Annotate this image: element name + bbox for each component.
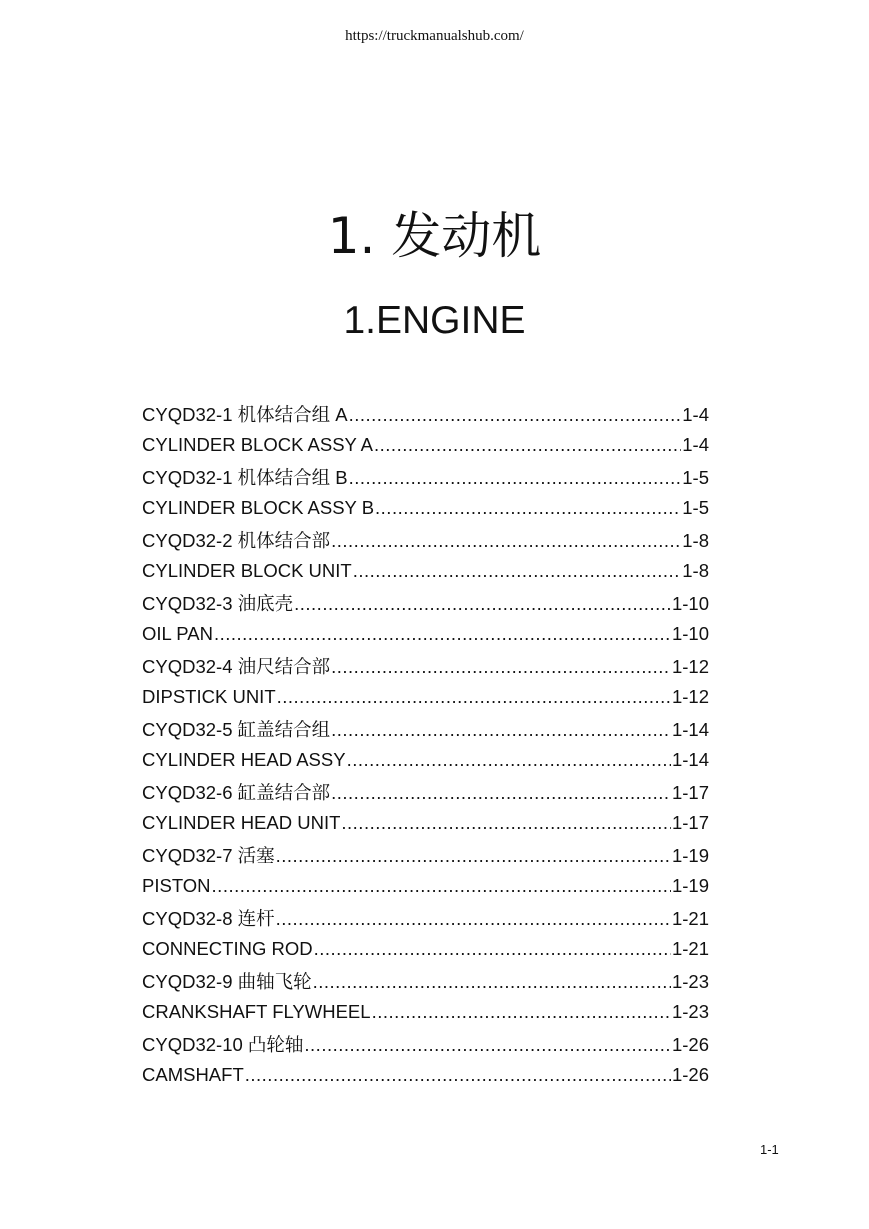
toc-entry-label: CONNECTING ROD bbox=[142, 938, 313, 959]
toc-entry[interactable] bbox=[142, 715, 709, 745]
table-of-contents bbox=[142, 400, 709, 1093]
toc-entry-label: CYQD32-8 连杆 bbox=[142, 908, 275, 929]
chapter-title-chinese: 1. 发动机 bbox=[327, 207, 542, 265]
toc-entry[interactable] bbox=[142, 841, 709, 871]
toc-entry-page: 1-10 bbox=[671, 623, 709, 644]
toc-entry-label: CYQD32-2 机体结合部 bbox=[142, 530, 331, 551]
toc-entry-label: CYLINDER BLOCK UNIT bbox=[142, 560, 352, 581]
toc-entry-page: 1-19 bbox=[671, 845, 709, 866]
toc-entry[interactable] bbox=[142, 745, 709, 775]
toc-leader-dots bbox=[294, 589, 671, 619]
toc-leader-dots bbox=[276, 904, 671, 934]
toc-leader-dots bbox=[375, 493, 681, 523]
toc-entry-page: 1-12 bbox=[671, 656, 709, 677]
toc-leader-dots bbox=[313, 967, 671, 997]
toc-entry-label: CYQD32-4 油尺结合部 bbox=[142, 656, 331, 677]
toc-group bbox=[142, 715, 709, 775]
toc-leader-dots bbox=[277, 682, 671, 712]
toc-entry-page: 1-21 bbox=[671, 938, 709, 959]
toc-leader-dots bbox=[331, 715, 671, 745]
toc-leader-dots bbox=[245, 1060, 671, 1090]
toc-entry[interactable] bbox=[142, 619, 709, 649]
toc-entry-page: 1-8 bbox=[682, 560, 709, 581]
toc-entry-page: 1-12 bbox=[671, 686, 709, 707]
chapter-title-english: 1.ENGINE bbox=[343, 299, 526, 342]
toc-entry-page: 1-17 bbox=[671, 782, 709, 803]
toc-group bbox=[142, 652, 709, 712]
toc-group bbox=[142, 841, 709, 901]
toc-leader-dots bbox=[372, 997, 671, 1027]
toc-entry-page: 1-23 bbox=[671, 971, 709, 992]
toc-entry-label: CYQD32-1 机体结合组 B bbox=[142, 467, 348, 488]
toc-group bbox=[142, 904, 709, 964]
toc-entry-label: CYQD32-5 缸盖结合组 bbox=[142, 719, 331, 740]
toc-entry[interactable] bbox=[142, 1030, 709, 1060]
toc-entry-page: 1-8 bbox=[682, 530, 709, 551]
toc-entry-page: 1-4 bbox=[682, 404, 709, 425]
toc-entry-page: 1-5 bbox=[682, 497, 709, 518]
toc-entry[interactable] bbox=[142, 1060, 709, 1090]
toc-leader-dots bbox=[353, 556, 682, 586]
toc-entry-label: CYLINDER HEAD UNIT bbox=[142, 812, 341, 833]
toc-entry[interactable] bbox=[142, 430, 709, 460]
header-url[interactable]: https://truckmanualshub.com/ bbox=[345, 28, 524, 44]
toc-entry[interactable] bbox=[142, 997, 709, 1027]
toc-entry-label: CYQD32-9 曲轴飞轮 bbox=[142, 971, 312, 992]
toc-entry-label: CYLINDER BLOCK ASSY A bbox=[142, 434, 374, 455]
toc-entry[interactable] bbox=[142, 400, 709, 430]
toc-leader-dots bbox=[304, 1030, 671, 1060]
toc-leader-dots bbox=[349, 463, 682, 493]
toc-entry[interactable] bbox=[142, 589, 709, 619]
toc-entry-page: 1-14 bbox=[671, 749, 709, 770]
toc-entry-label: CYLINDER HEAD ASSY bbox=[142, 749, 346, 770]
toc-entry-label: CAMSHAFT bbox=[142, 1064, 244, 1085]
toc-entry-label: OIL PAN bbox=[142, 623, 213, 644]
toc-leader-dots bbox=[314, 934, 671, 964]
toc-leader-dots bbox=[214, 619, 671, 649]
toc-entry-page: 1-26 bbox=[671, 1064, 709, 1085]
toc-entry-page: 1-17 bbox=[671, 812, 709, 833]
page-number: 1-1 bbox=[760, 1142, 779, 1157]
toc-entry[interactable] bbox=[142, 904, 709, 934]
toc-entry-page: 1-19 bbox=[671, 875, 709, 896]
toc-entry-label: CYQD32-6 缸盖结合部 bbox=[142, 782, 331, 803]
toc-entry[interactable] bbox=[142, 682, 709, 712]
toc-entry[interactable] bbox=[142, 526, 709, 556]
toc-group bbox=[142, 589, 709, 649]
toc-entry-label: CYLINDER BLOCK ASSY B bbox=[142, 497, 375, 518]
toc-entry-page: 1-14 bbox=[671, 719, 709, 740]
toc-group bbox=[142, 400, 709, 460]
toc-leader-dots bbox=[349, 400, 682, 430]
toc-entry-label: PISTON bbox=[142, 875, 211, 896]
toc-entry-label: CRANKSHAFT FLYWHEEL bbox=[142, 1001, 371, 1022]
toc-leader-dots bbox=[347, 745, 671, 775]
toc-entry-page: 1-10 bbox=[671, 593, 709, 614]
toc-entry-page: 1-26 bbox=[671, 1034, 709, 1055]
toc-entry[interactable] bbox=[142, 808, 709, 838]
toc-group bbox=[142, 1030, 709, 1090]
toc-leader-dots bbox=[341, 808, 671, 838]
toc-entry-page: 1-4 bbox=[682, 434, 709, 455]
toc-entry[interactable] bbox=[142, 967, 709, 997]
toc-entry-label: CYQD32-10 凸轮轴 bbox=[142, 1034, 304, 1055]
toc-entry-label: CYQD32-3 油底壳 bbox=[142, 593, 294, 614]
toc-group bbox=[142, 526, 709, 586]
toc-entry[interactable] bbox=[142, 778, 709, 808]
toc-leader-dots bbox=[331, 652, 671, 682]
toc-leader-dots bbox=[331, 778, 671, 808]
toc-group bbox=[142, 967, 709, 1027]
toc-entry[interactable] bbox=[142, 652, 709, 682]
toc-group bbox=[142, 778, 709, 838]
toc-entry-label: DIPSTICK UNIT bbox=[142, 686, 276, 707]
toc-entry[interactable] bbox=[142, 556, 709, 586]
toc-entry-label: CYQD32-1 机体结合组 A bbox=[142, 404, 348, 425]
toc-leader-dots bbox=[331, 526, 681, 556]
toc-leader-dots bbox=[276, 841, 671, 871]
toc-entry[interactable] bbox=[142, 493, 709, 523]
toc-entry-page: 1-23 bbox=[671, 1001, 709, 1022]
toc-leader-dots bbox=[374, 430, 681, 460]
toc-leader-dots bbox=[212, 871, 671, 901]
toc-entry[interactable] bbox=[142, 871, 709, 901]
toc-group bbox=[142, 463, 709, 523]
toc-entry-page: 1-21 bbox=[671, 908, 709, 929]
toc-entry-label: CYQD32-7 活塞 bbox=[142, 845, 275, 866]
toc-entry[interactable] bbox=[142, 934, 709, 964]
toc-entry-page: 1-5 bbox=[682, 467, 709, 488]
toc-entry[interactable] bbox=[142, 463, 709, 493]
